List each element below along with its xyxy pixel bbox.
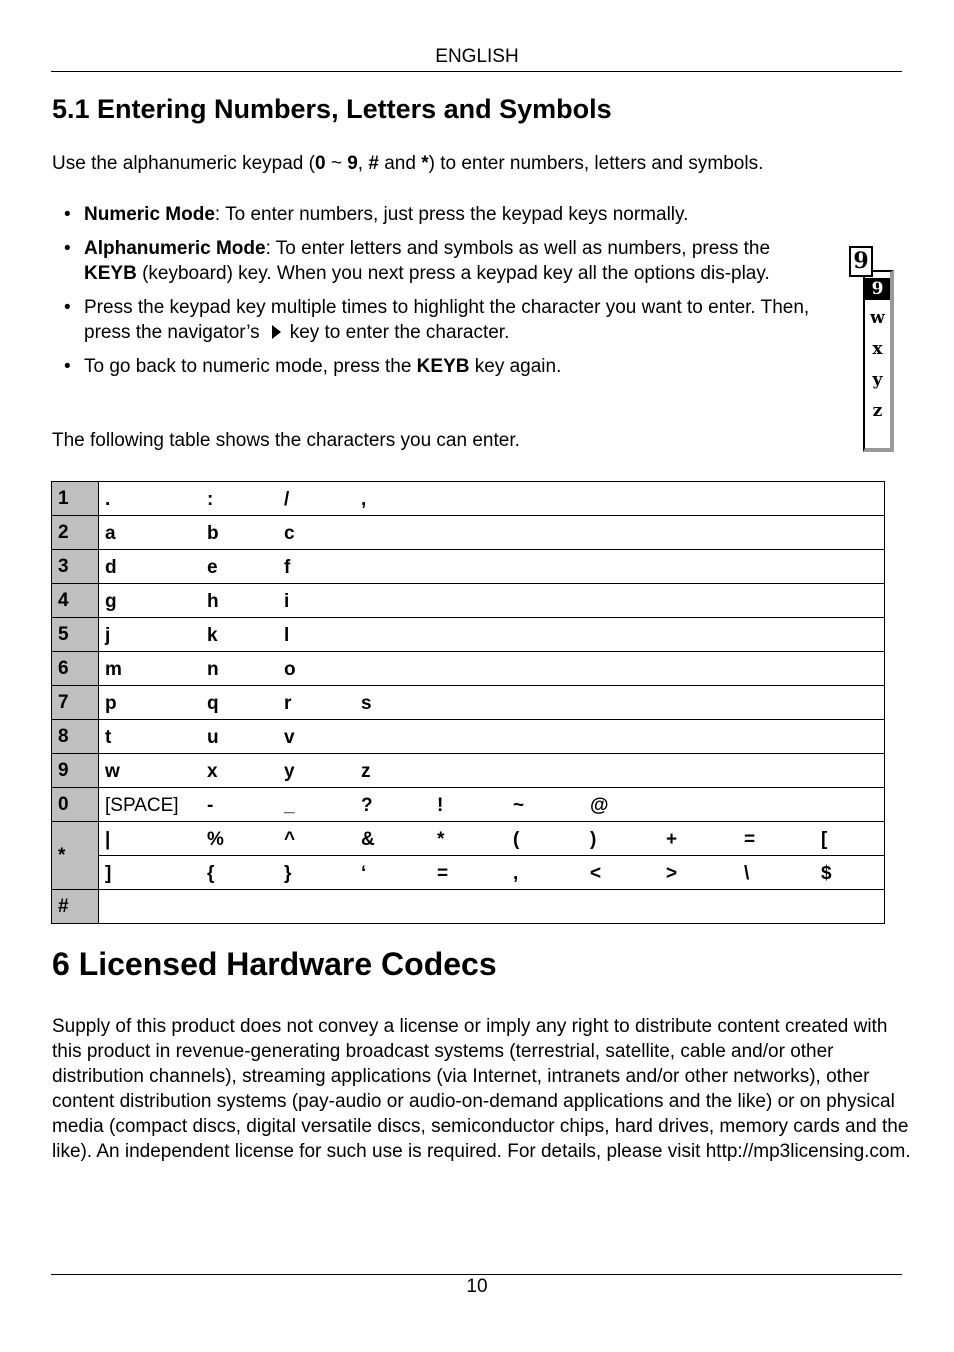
char-entry: o: [284, 659, 296, 680]
codecs-title: 6 Licensed Hardware Codecs: [52, 946, 497, 982]
table-row: [52, 516, 885, 550]
key-cell: *: [52, 822, 99, 890]
char-entry: j: [105, 625, 111, 646]
table-row: [52, 584, 885, 618]
right-arrow-icon: [272, 325, 281, 339]
codecs-paragraph: Supply of this product does not convey a license or imply any right to distribute content created with this product in revenue-generating broadcast systems (terrestrial, satellite, cable and/or other distribution channels), streaming applications (via Internet, intranets and/or other networks), other content distribution systems (pay-audio or audio-on-demand applications and the like) or on physical media (compact discs, digital versatile discs, semiconductor chips, hard drives, memory cards and the like). An independent license for such use is required. For details, please visit http://mp3licensing.com.: [52, 1016, 911, 1162]
keypad-option: x: [872, 339, 883, 359]
character-table: [51, 481, 885, 924]
char-entry: :: [207, 489, 214, 510]
instruction-list: [52, 202, 822, 388]
key-cell: 0: [52, 788, 99, 822]
keypad-option: z: [872, 401, 883, 421]
key-cell: 2: [52, 516, 99, 550]
chars-cell: [99, 550, 885, 584]
table-row: [52, 822, 885, 856]
table-row: [52, 550, 885, 584]
char-entry: m: [105, 659, 122, 680]
char-entry: s: [361, 693, 372, 714]
chars-cell: [99, 822, 885, 856]
char-entry: *: [437, 829, 445, 850]
keypad-option-list: [863, 270, 894, 452]
char-entry: |: [105, 829, 111, 850]
char-entry: @: [590, 795, 609, 816]
char-entry: g: [105, 591, 117, 612]
char-entry: &: [361, 829, 375, 850]
chars-cell: [99, 482, 885, 516]
char-entry: f: [284, 557, 291, 578]
char-entry: d: [105, 557, 117, 578]
bullet-numeric-mode: • Numeric Mode: To enter numbers, just press the keypad keys normally.: [52, 202, 822, 227]
chars-cell: [99, 516, 885, 550]
table-row: [52, 856, 885, 890]
section-title: 5.1 Entering Numbers, Letters and Symbols: [52, 94, 612, 124]
char-entry: %: [207, 829, 224, 850]
keypad-option-selected: 9: [865, 278, 890, 300]
char-entry: \: [744, 863, 750, 884]
char-entry: w: [105, 761, 120, 782]
char-entry: ?: [361, 795, 373, 816]
char-entry: <: [590, 863, 602, 884]
char-entry: /: [284, 489, 290, 510]
char-entry: z: [361, 761, 371, 782]
char-entry: ): [590, 829, 597, 850]
chars-cell: [99, 890, 885, 924]
chars-cell: [99, 754, 885, 788]
char-entry: p: [105, 693, 117, 714]
char-entry: e: [207, 557, 218, 578]
table-row: [52, 652, 885, 686]
char-entry: b: [207, 523, 219, 544]
chars-cell: [99, 686, 885, 720]
table-row: [52, 686, 885, 720]
key-cell: 7: [52, 686, 99, 720]
char-entry: l: [284, 625, 290, 646]
key-cell: 9: [52, 754, 99, 788]
char-entry: !: [437, 795, 444, 816]
keypad-option: w: [870, 308, 885, 328]
footer-rule: [51, 1274, 902, 1275]
char-entry: =: [744, 829, 756, 850]
char-entry: y: [284, 761, 295, 782]
char-entry: c: [284, 523, 295, 544]
table-row: [52, 482, 885, 516]
table-row: [52, 618, 885, 652]
char-entry: r: [284, 693, 292, 714]
char-entry: v: [284, 727, 295, 748]
char-entry: h: [207, 591, 219, 612]
char-entry: -: [207, 795, 214, 816]
chars-cell: [99, 856, 885, 890]
char-entry: ]: [105, 863, 112, 884]
char-entry: t: [105, 727, 112, 748]
bullet-alphanumeric-mode: • Alphanumeric Mode: To enter letters and symbols as well as numbers, press the KEYB (keyboard) key. When you next press a keypad key all the options dis-play.: [52, 236, 822, 286]
key-cell: 1: [52, 482, 99, 516]
chars-cell: [99, 720, 885, 754]
key-cell: 8: [52, 720, 99, 754]
char-entry: u: [207, 727, 219, 748]
char-entry: n: [207, 659, 219, 680]
key-cell: 6: [52, 652, 99, 686]
char-entry: [: [821, 829, 828, 850]
char-entry: {: [207, 863, 215, 884]
table-row: [52, 788, 885, 822]
bullet-numeric-return: • To go back to numeric mode, press the KEYB key again.: [52, 354, 822, 379]
char-entry: .: [105, 489, 111, 510]
keypad-illustration: [849, 246, 893, 456]
table-row: [52, 754, 885, 788]
char-entry: =: [437, 863, 449, 884]
key-cell: #: [52, 890, 99, 924]
page-header-language: ENGLISH: [435, 46, 519, 67]
char-entry: (: [513, 829, 520, 850]
key-cell: 3: [52, 550, 99, 584]
key-cell: 5: [52, 618, 99, 652]
bullet-press-multiple: • Press the keypad key multiple times to highlight the character you want to enter. Then, press the navigator’s key to enter the character.: [52, 295, 822, 345]
intro-paragraph: Use the alphanumeric keypad (0 ~ 9, # and *) to enter numbers, letters and symbols.: [52, 153, 764, 174]
key-cell: 4: [52, 584, 99, 618]
char-entry: a: [105, 523, 116, 544]
chars-cell: [99, 788, 885, 822]
char-entry: ,: [513, 863, 519, 884]
char-entry: ^: [284, 829, 296, 850]
char-entry: ‘: [361, 863, 367, 884]
table-row: [52, 890, 885, 924]
chars-cell: [99, 652, 885, 686]
page-number: 10: [466, 1276, 488, 1297]
chars-cell: [99, 584, 885, 618]
keypad-key-9: 9: [849, 246, 873, 277]
char-entry: +: [666, 829, 678, 850]
chars-cell: [99, 618, 885, 652]
char-entry: q: [207, 693, 219, 714]
table-row: [52, 720, 885, 754]
char-entry: ~: [513, 795, 525, 816]
char-entry: _: [284, 795, 295, 816]
char-entry: [SPACE]: [105, 795, 179, 816]
char-entry: >: [666, 863, 678, 884]
char-entry: x: [207, 761, 218, 782]
char-entry: k: [207, 625, 218, 646]
char-entry: $: [821, 863, 832, 884]
keypad-option: y: [872, 370, 883, 390]
header-rule: [51, 71, 902, 72]
char-entry: i: [284, 591, 290, 612]
char-entry: ,: [361, 489, 367, 510]
table-intro: The following table shows the characters you can enter.: [52, 430, 520, 451]
char-entry: }: [284, 863, 292, 884]
